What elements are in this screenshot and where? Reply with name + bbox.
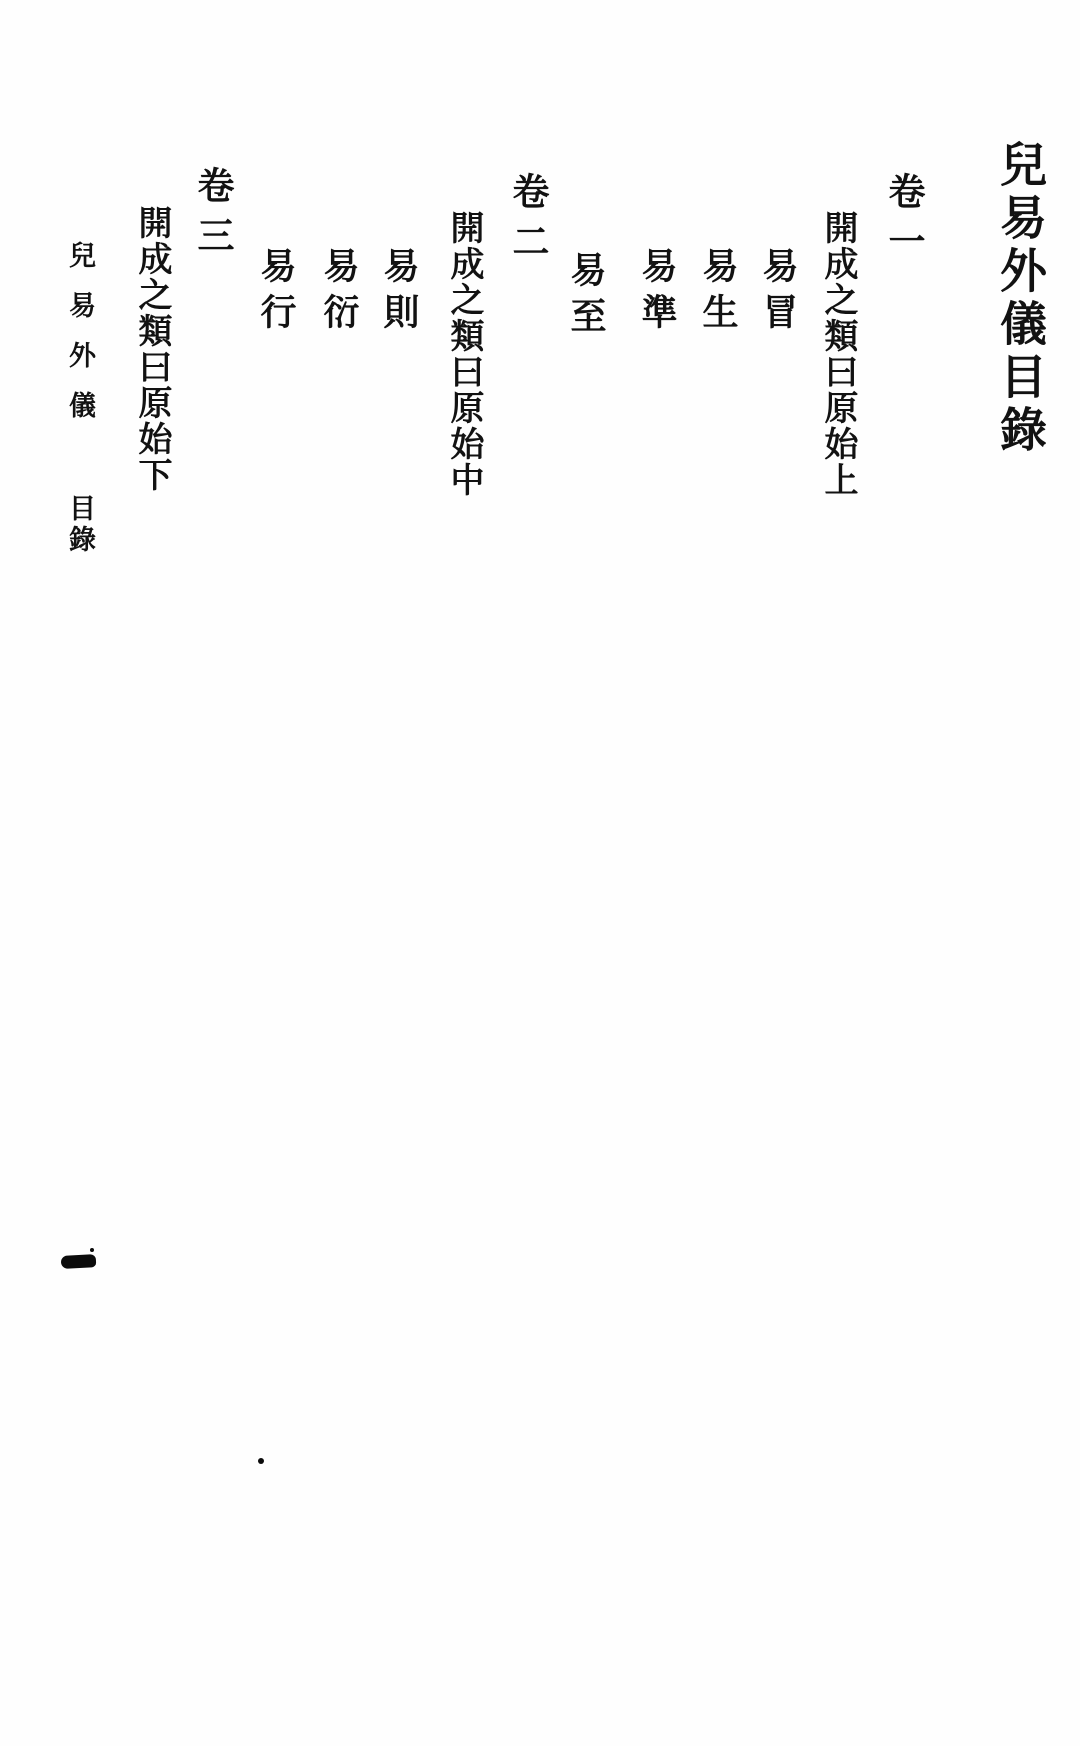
volume-2-heading: 開成之類曰原始中 (444, 210, 484, 498)
volume-3-heading: 開成之類曰原始下 (132, 205, 172, 493)
volume-3-label: 卷三 (191, 166, 235, 266)
page-title: 兒易外儀目錄 (992, 140, 1047, 458)
page-number (61, 1254, 97, 1269)
volume-2-label: 卷二 (506, 172, 550, 272)
margin-book-title: 兒易外儀 (64, 241, 95, 441)
toc-entry-yi-yan: 易衍 (318, 247, 360, 339)
volume-1-heading: 開成之類曰原始上 (818, 210, 858, 498)
ink-speck (90, 1248, 94, 1252)
page-number-glyph (61, 1254, 97, 1269)
toc-entry-yi-sheng: 易生 (697, 247, 739, 339)
toc-entry-yi-ze: 易則 (378, 247, 420, 339)
toc-entry-yi-zhun: 易準 (636, 247, 678, 339)
volume-1-label: 卷一 (882, 172, 926, 272)
ink-speck (258, 1458, 264, 1464)
toc-entry-yi-mao: 易冒 (757, 247, 799, 339)
toc-entry-yi-xing: 易行 (255, 247, 297, 339)
margin-section-label: 目錄 (64, 494, 95, 556)
toc-entry-yi-zhi: 易至 (565, 251, 607, 343)
